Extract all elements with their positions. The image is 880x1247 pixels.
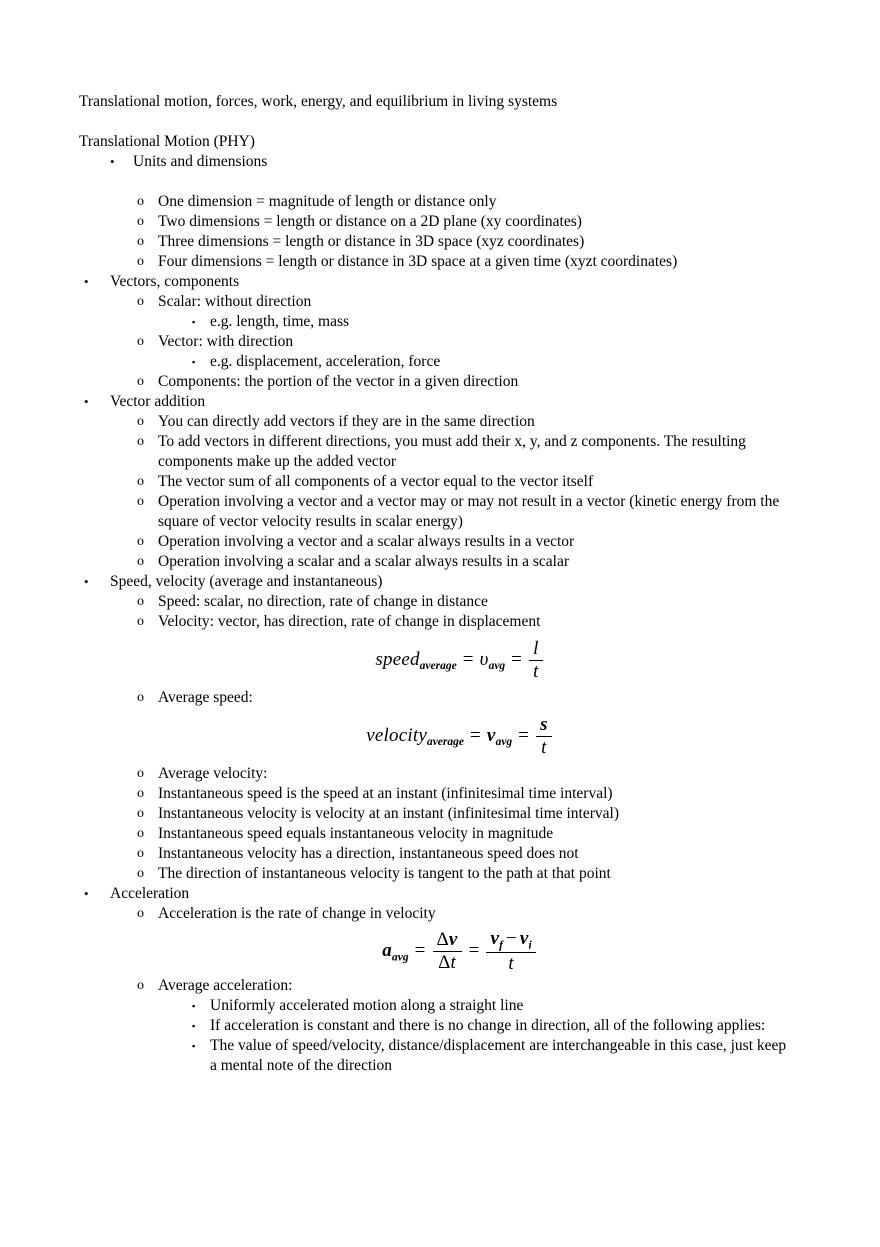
eq-numerator-1	[433, 930, 462, 952]
list-item-label: Average speed:	[158, 688, 253, 706]
list-item	[137, 432, 840, 472]
list-item	[137, 532, 840, 552]
list-item-label: The value of speed/velocity, distance/displacement are interchangeable in this case, just keep a mental note of the direction	[210, 1037, 787, 1075]
list-item-average-speed-label	[137, 688, 840, 708]
eq-mid: υ	[479, 648, 489, 670]
bullet-circle-icon: o	[137, 978, 144, 994]
bullet-circle-icon: o	[137, 294, 144, 309]
eq-numerator: l	[529, 639, 542, 661]
equation-average-velocity	[79, 708, 840, 764]
eq-fraction	[529, 639, 542, 682]
bullet-circle-icon: o	[137, 234, 144, 249]
list-item	[190, 1016, 840, 1036]
list-item-label: Scalar: without direction	[158, 293, 312, 310]
bullet-circle-icon: o	[137, 214, 144, 229]
bullet-circle-icon: o	[137, 334, 144, 349]
bullet-square-icon: ▪	[192, 1021, 196, 1032]
eq-mid-subscript: avg	[495, 736, 513, 749]
list-item-label: Instantaneous velocity is velocity at an instant (infinitesimal time interval)	[158, 804, 620, 822]
list-item	[137, 412, 840, 432]
eq-lhs: speed	[375, 648, 420, 670]
eq-denominator: t	[541, 736, 547, 758]
bullet-circle-icon: o	[137, 434, 144, 449]
list-item	[137, 192, 840, 212]
list-item	[137, 904, 840, 924]
spacer	[79, 112, 840, 132]
bullet-circle-icon: o	[137, 765, 144, 781]
bullet-square-icon: ▪	[192, 317, 196, 327]
eq-denominator-2: t	[508, 953, 514, 975]
eq-final-velocity: v	[490, 927, 500, 949]
eq-numerator-2	[486, 929, 535, 953]
document-title: Translational motion, forces, work, energy, and equilibrium in living systems	[79, 93, 558, 110]
equation-average-velocity-expression	[366, 715, 552, 758]
list-item-label: Vector: with direction	[158, 333, 294, 350]
eq-lhs-subscript: avg	[391, 951, 409, 964]
list-item-label: You can directly add vectors if they are in the same direction	[158, 413, 535, 430]
list-item	[190, 312, 840, 332]
list-item-label: e.g. displacement, acceleration, force	[210, 353, 441, 370]
list-item-label: To add vectors in different directions, you must add their x, y, and z components. The resulting components make up the added vector	[158, 433, 746, 470]
list-item	[137, 784, 840, 804]
bullet-circle-icon: o	[137, 194, 144, 209]
eq-denominator: t	[533, 660, 539, 682]
list-item	[137, 804, 840, 824]
list-item	[137, 824, 840, 844]
list-item-vectors-components	[84, 272, 840, 292]
list-item-label: Acceleration	[110, 884, 190, 902]
eq-lhs-subscript: average	[426, 736, 464, 749]
list-item-label: The direction of instantaneous velocity is tangent to the path at that point	[158, 864, 611, 882]
equation-average-speed-expression	[375, 639, 543, 682]
eq-delta-variable: v	[448, 929, 458, 950]
list-item	[137, 212, 840, 232]
bullet-circle-icon: o	[137, 554, 144, 569]
bullet-circle-icon: o	[137, 845, 144, 861]
list-item-label: Velocity: vector, has direction, rate of change in displacement	[158, 613, 541, 630]
eq-lhs: a	[382, 939, 392, 961]
eq-initial-velocity: v	[519, 927, 529, 949]
eq-denominator-1	[433, 952, 462, 973]
list-item	[137, 492, 840, 532]
list-item-label: Instantaneous speed equals instantaneous velocity in magnitude	[158, 824, 554, 842]
bullet-circle-icon: o	[137, 474, 144, 489]
list-item-label: Vectors, components	[110, 273, 240, 290]
bullet-circle-icon: o	[137, 254, 144, 269]
list-item	[190, 352, 840, 372]
eq-lhs: velocity	[366, 724, 427, 746]
list-item-label: Units and dimensions	[133, 153, 268, 170]
list-item	[137, 612, 840, 632]
list-item	[137, 372, 840, 392]
equation-average-acceleration-expression	[382, 929, 536, 974]
list-item-label: Operation involving a scalar and a scalar always results in a scalar	[158, 553, 570, 570]
spacer	[79, 172, 840, 192]
equation-average-speed	[79, 632, 840, 688]
eq-delta-variable: t	[450, 951, 456, 973]
eq-final-subscript: f	[499, 939, 503, 952]
list-item-label: Speed, velocity (average and instantaneous)	[110, 573, 383, 590]
eq-delta-icon: Δ	[436, 929, 449, 950]
list-item-label: One dimension = magnitude of length or distance only	[158, 193, 497, 210]
list-item-average-velocity-label	[137, 764, 840, 784]
list-item	[190, 996, 840, 1016]
bullet-circle-icon: o	[137, 494, 144, 509]
list-item	[137, 332, 840, 352]
eq-minus: −	[505, 927, 517, 949]
eq-equals-2: =	[511, 648, 523, 670]
bullet-dot-icon: •	[110, 154, 115, 169]
list-item	[137, 472, 840, 492]
list-item	[137, 292, 840, 312]
bullet-dot-icon: •	[84, 574, 89, 589]
list-item	[137, 592, 840, 612]
list-item-label: If acceleration is constant and there is no change in direction, all of the following applies:	[210, 1017, 766, 1035]
eq-mid-subscript: avg	[488, 660, 506, 673]
list-item-label: Uniformly accelerated motion along a straight line	[210, 997, 524, 1015]
bullet-circle-icon: o	[137, 865, 144, 881]
bullet-circle-icon: o	[137, 805, 144, 821]
list-item-average-acceleration-label	[137, 976, 840, 996]
bullet-square-icon: ▪	[192, 1001, 196, 1012]
eq-fraction	[536, 715, 552, 758]
bullet-square-icon: ▪	[192, 357, 196, 367]
list-item-units-and-dimensions	[110, 152, 840, 172]
list-item-label: Vector addition	[110, 393, 206, 410]
list-item-label: e.g. length, time, mass	[210, 313, 350, 330]
list-item-label: Average acceleration:	[158, 977, 293, 995]
eq-delta-icon: Δ	[438, 951, 451, 973]
list-item	[137, 252, 840, 272]
eq-lhs-subscript: average	[419, 660, 457, 673]
list-item-label: Two dimensions = length or distance on a 2D plane (xy coordinates)	[158, 213, 582, 230]
list-item-label: Components: the portion of the vector in a given direction	[158, 373, 519, 390]
list-item	[137, 232, 840, 252]
bullet-dot-icon: •	[84, 885, 89, 901]
eq-equals: =	[470, 724, 481, 746]
bullet-circle-icon: o	[137, 374, 144, 389]
bullet-dot-icon: •	[84, 274, 89, 289]
list-item	[137, 552, 840, 572]
list-item-label: Instantaneous velocity has a direction, instantaneous speed does not	[158, 844, 579, 862]
bullet-circle-icon: o	[137, 785, 144, 801]
list-item-speed-velocity	[84, 572, 840, 592]
bullet-circle-icon: o	[137, 689, 144, 705]
eq-mid: v	[486, 724, 496, 746]
equation-average-acceleration	[79, 924, 840, 976]
eq-fraction-1	[433, 930, 462, 973]
eq-equals: =	[414, 939, 426, 961]
eq-equals: =	[462, 648, 474, 670]
list-item-label: Average velocity:	[158, 764, 268, 782]
list-item-label: Operation involving a vector and a scalar always results in a vector	[158, 533, 575, 550]
eq-equals-2: =	[518, 724, 530, 746]
list-item-acceleration	[84, 884, 840, 904]
list-item-vector-addition	[84, 392, 840, 412]
section-heading: Translational Motion (PHY)	[79, 133, 255, 150]
list-item	[190, 1036, 840, 1076]
eq-numerator: s	[536, 715, 552, 737]
list-item	[137, 864, 840, 884]
list-item-label: Operation involving a vector and a vector may or may not result in a vector (kinetic energy from the square of vector velocity results in scalar energy)	[158, 493, 780, 530]
bullet-circle-icon: o	[137, 414, 144, 429]
list-item-label: Three dimensions = length or distance in 3D space (xyz coordinates)	[158, 233, 585, 250]
eq-equals-2: =	[468, 939, 480, 961]
list-item-label: Four dimensions = length or distance in 3D space at a given time (xyzt coordinates)	[158, 253, 678, 270]
bullet-circle-icon: o	[137, 594, 144, 609]
list-item-label: Acceleration is the rate of change in velocity	[158, 904, 436, 922]
bullet-circle-icon: o	[137, 825, 144, 841]
eq-fraction-2	[486, 929, 535, 974]
bullet-square-icon: ▪	[192, 1041, 196, 1052]
bullet-circle-icon: o	[137, 905, 144, 921]
list-item-label: Instantaneous speed is the speed at an instant (infinitesimal time interval)	[158, 784, 613, 802]
bullet-circle-icon: o	[137, 614, 144, 629]
eq-initial-subscript: i	[528, 939, 532, 952]
bullet-circle-icon: o	[137, 534, 144, 549]
bullet-dot-icon: •	[84, 394, 89, 409]
list-item-label: The vector sum of all components of a vector equal to the vector itself	[158, 473, 594, 490]
list-item-label: Speed: scalar, no direction, rate of change in distance	[158, 593, 488, 610]
list-item	[137, 844, 840, 864]
